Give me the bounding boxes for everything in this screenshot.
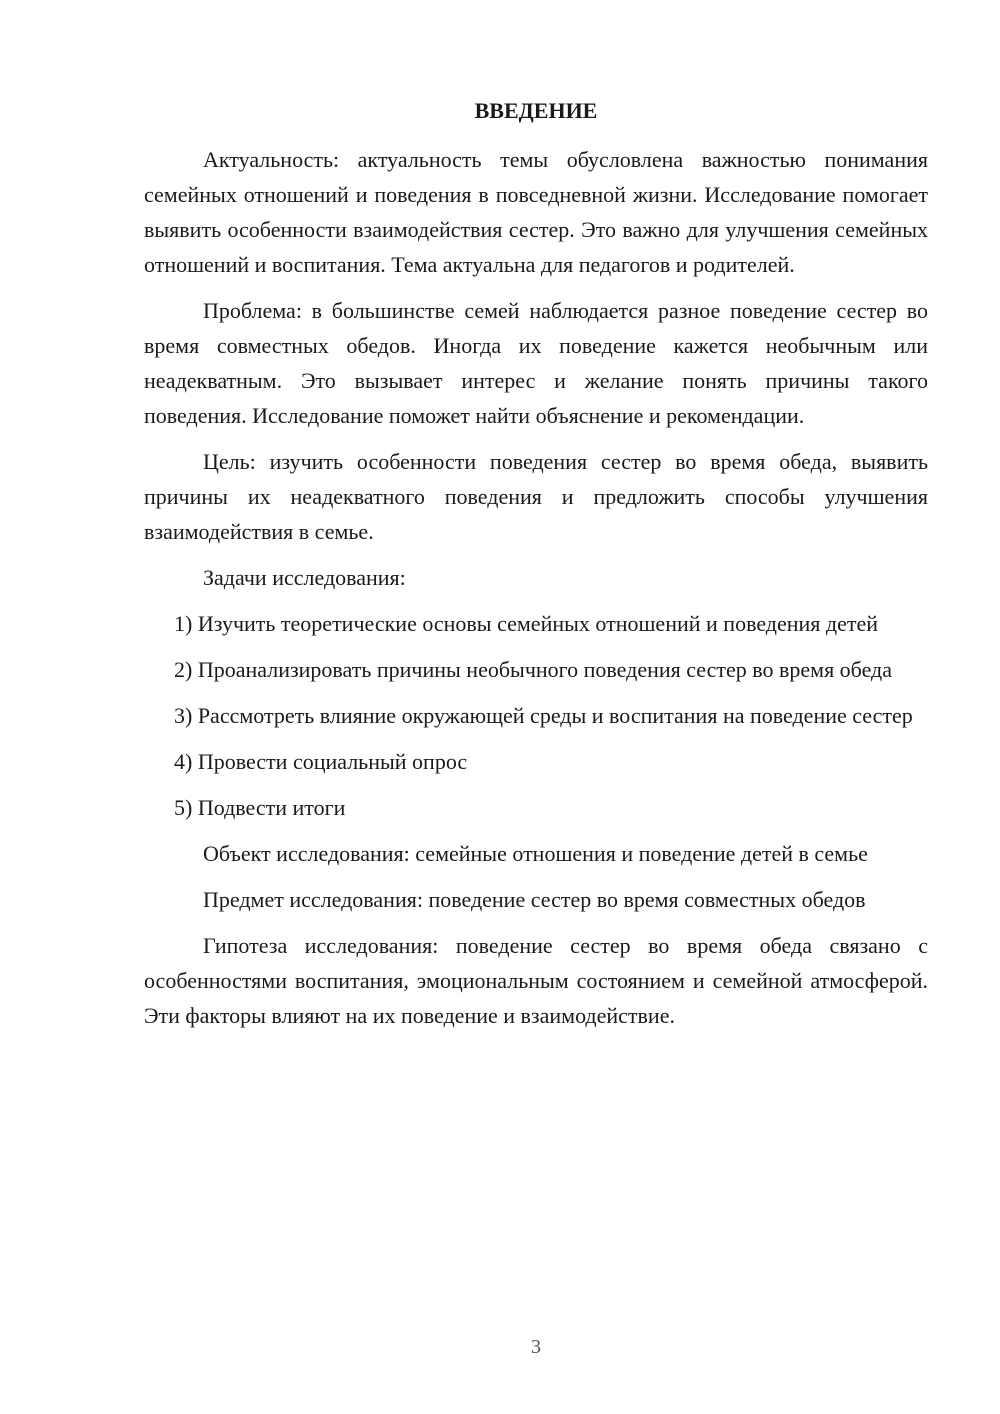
paragraph-subject: Предмет исследования: поведение сестер во время совместных обедов	[203, 887, 866, 912]
paragraph-hypothesis: Гипотеза исследования: поведение сестер во время обеда связано с особенностями воспитания, эмоциональным состоянием и семейной атмосферой. Эти факторы влияют на их поведение и взаимодействие.	[144, 933, 928, 1028]
paragraph-tasks-heading: Задачи исследования:	[203, 565, 406, 590]
paragraph-relevance: Актуальность: актуальность темы обусловлена важностью понимания семейных отношений и поведения в повседневной жизни. Исследование помогает выявить особенности взаимодействия сестер. Это важно для улучшения семейных отношений и воспитания. Тема актуальна для педагогов и родителей.	[144, 147, 928, 277]
paragraph-problem: Проблема: в большинстве семей наблюдается разное поведение сестер во время совместных обедов. Иногда их поведение кажется необычным или неадекватным. Это вызывает интерес и желание понять причины такого поведения. Исследование поможет найти объяснение и рекомендации.	[144, 298, 928, 428]
task-item-3: 3) Рассмотреть влияние окружающей среды и воспитания на поведение сестер	[174, 703, 913, 728]
task-item-4: 4) Провести социальный опрос	[174, 749, 468, 774]
task-item-5: 5) Подвести итоги	[174, 795, 346, 820]
paragraph-goal: Цель: изучить особенности поведения сестер во время обеда, выявить причины их неадекватного поведения и предложить способы улучшения взаимодействия в семье.	[144, 449, 928, 544]
task-item-1: 1) Изучить теоретические основы семейных отношений и поведения детей	[174, 611, 879, 636]
paragraph-object: Объект исследования: семейные отношения и поведение детей в семье	[203, 841, 868, 866]
document-body	[144, 142, 928, 1033]
task-item-2: 2) Проанализировать причины необычного поведения сестер во время обеда	[174, 657, 893, 682]
section-title: ВВЕДЕНИЕ	[474, 98, 598, 123]
page-number: 3	[531, 1336, 541, 1358]
document-page	[144, 0, 928, 1414]
